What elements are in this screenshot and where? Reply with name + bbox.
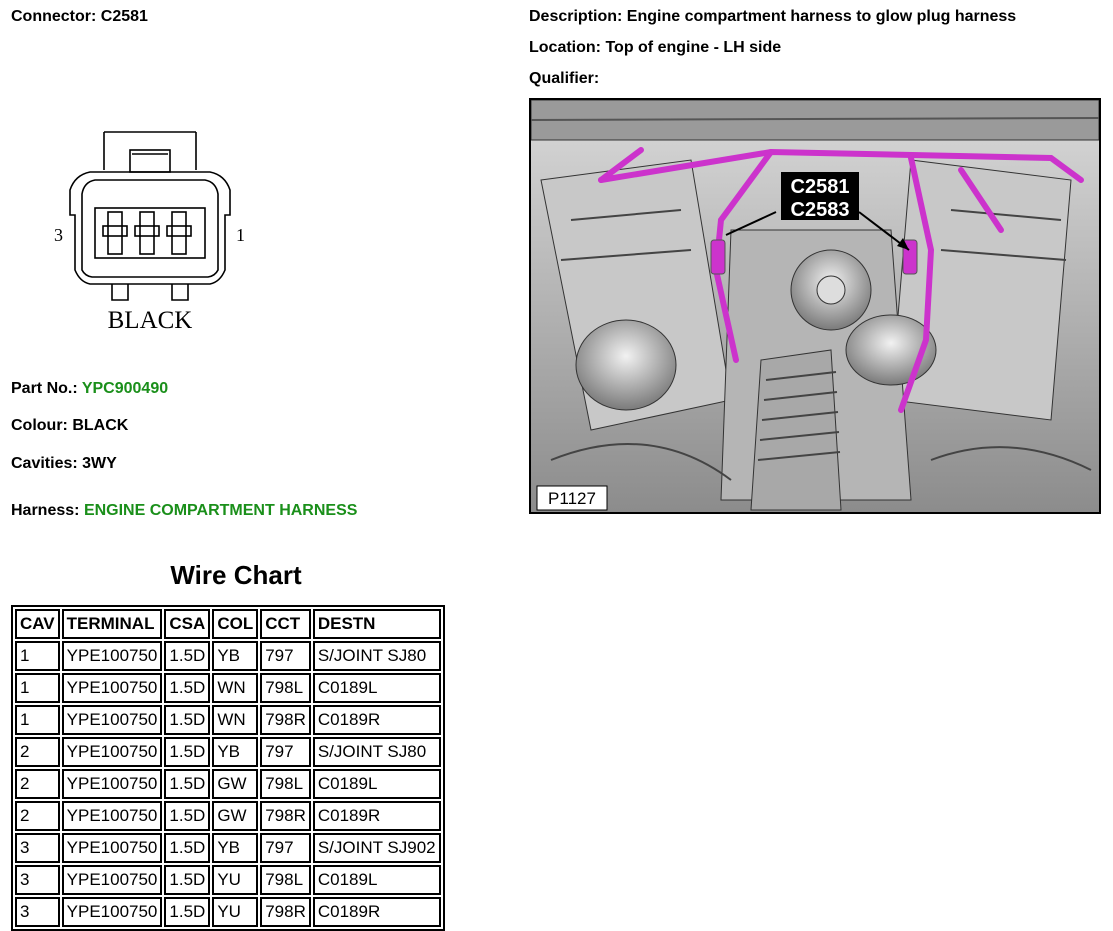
harness-line	[11, 502, 357, 520]
table-cell-cav: 1	[15, 705, 60, 735]
part-number-line	[11, 380, 168, 398]
part-number-label: Part No.:	[11, 380, 78, 397]
table-cell-destn: S/JOINT SJ902	[313, 833, 441, 863]
location-value: Top of engine - LH side	[605, 39, 782, 56]
table-cell-cav: 1	[15, 641, 60, 671]
table-cell-col: GW	[212, 769, 258, 799]
table-cell-destn: C0189L	[313, 673, 441, 703]
table-row	[15, 801, 441, 831]
description-value: Engine compartment harness to glow plug harness	[626, 8, 1017, 25]
table-cell-cav: 3	[15, 833, 60, 863]
qualifier-line	[529, 70, 599, 88]
part-number-value: YPC900490	[81, 380, 169, 397]
engine-location-image	[529, 98, 1101, 514]
table-cell-destn: C0189L	[313, 865, 441, 895]
table-cell-cct: 798R	[260, 897, 311, 927]
table-row	[15, 897, 441, 927]
table-cell-col: WN	[212, 673, 258, 703]
table-row	[15, 833, 441, 863]
table-row	[15, 705, 441, 735]
table-cell-cct: 798R	[260, 705, 311, 735]
wire-chart-title: Wire Chart	[170, 560, 302, 590]
pin-1-label: 1	[236, 225, 245, 245]
table-cell-cct: 798L	[260, 865, 311, 895]
table-cell-cav: 1	[15, 673, 60, 703]
harness-label: Harness:	[11, 502, 80, 519]
column-header-cct: CCT	[260, 609, 311, 639]
pin-3-label: 3	[54, 225, 63, 245]
location-line	[529, 39, 781, 57]
colour-value: BLACK	[72, 417, 129, 434]
table-row	[15, 737, 441, 767]
cavities-line	[11, 455, 117, 473]
qualifier-label: Qualifier:	[529, 70, 600, 87]
table-header-row	[15, 609, 441, 639]
column-header-col: COL	[212, 609, 258, 639]
table-cell-col: YB	[212, 833, 258, 863]
table-cell-cav: 3	[15, 865, 60, 895]
diagram-colour-label: BLACK	[107, 307, 193, 334]
table-cell-destn: C0189R	[313, 705, 441, 735]
table-cell-terminal: YPE100750	[62, 705, 163, 735]
connector-face-diagram	[40, 120, 270, 340]
description-line	[529, 8, 1016, 26]
cavities-value: 3WY	[82, 455, 117, 472]
column-header-terminal: TERMINAL	[62, 609, 163, 639]
table-cell-csa: 1.5D	[164, 865, 210, 895]
wire-chart-table	[11, 605, 445, 931]
table-cell-csa: 1.5D	[164, 737, 210, 767]
table-cell-terminal: YPE100750	[62, 865, 163, 895]
table-cell-terminal: YPE100750	[62, 641, 163, 671]
table-cell-cav: 2	[15, 769, 60, 799]
table-cell-terminal: YPE100750	[62, 801, 163, 831]
table-cell-destn: C0189R	[313, 897, 441, 927]
description-label: Description:	[529, 8, 623, 25]
table-cell-csa: 1.5D	[164, 641, 210, 671]
table-row	[15, 769, 441, 799]
table-row	[15, 673, 441, 703]
column-header-csa: CSA	[164, 609, 210, 639]
table-cell-terminal: YPE100750	[62, 833, 163, 863]
image-reference: P1127	[548, 489, 596, 508]
table-cell-cct: 797	[260, 737, 311, 767]
table-cell-terminal: YPE100750	[62, 673, 163, 703]
table-cell-csa: 1.5D	[164, 801, 210, 831]
table-cell-destn: S/JOINT SJ80	[313, 641, 441, 671]
table-cell-cct: 797	[260, 833, 311, 863]
connector-label: Connector:	[11, 8, 97, 25]
table-cell-csa: 1.5D	[164, 705, 210, 735]
table-cell-csa: 1.5D	[164, 673, 210, 703]
table-row	[15, 641, 441, 671]
engine-illustration	[531, 100, 1099, 512]
table-cell-col: GW	[212, 801, 258, 831]
table-cell-destn: C0189R	[313, 801, 441, 831]
table-cell-col: YB	[212, 641, 258, 671]
table-cell-terminal: YPE100750	[62, 769, 163, 799]
table-cell-col: WN	[212, 705, 258, 735]
table-cell-cav: 2	[15, 737, 60, 767]
table-cell-cct: 798R	[260, 801, 311, 831]
colour-label: Colour:	[11, 417, 68, 434]
callout-c2583: C2583	[790, 199, 850, 221]
table-cell-cav: 2	[15, 801, 60, 831]
table-cell-cct: 798L	[260, 673, 311, 703]
table-cell-terminal: YPE100750	[62, 737, 163, 767]
table-cell-terminal: YPE100750	[62, 897, 163, 927]
colour-line	[11, 417, 128, 435]
harness-value: ENGINE COMPARTMENT HARNESS	[83, 502, 358, 519]
column-header-destn: DESTN	[313, 609, 441, 639]
location-label: Location:	[529, 39, 601, 56]
table-cell-csa: 1.5D	[164, 897, 210, 927]
connector-line	[11, 8, 148, 26]
table-cell-cct: 798L	[260, 769, 311, 799]
table-cell-col: YU	[212, 897, 258, 927]
connector-value: C2581	[100, 8, 148, 25]
column-header-cav: CAV	[15, 609, 60, 639]
cavities-label: Cavities:	[11, 455, 78, 472]
table-cell-csa: 1.5D	[164, 833, 210, 863]
table-cell-col: YB	[212, 737, 258, 767]
table-cell-cct: 797	[260, 641, 311, 671]
table-cell-destn: C0189L	[313, 769, 441, 799]
table-cell-destn: S/JOINT SJ80	[313, 737, 441, 767]
callout-c2581: C2581	[790, 176, 850, 198]
table-cell-col: YU	[212, 865, 258, 895]
table-row	[15, 865, 441, 895]
table-cell-cav: 3	[15, 897, 60, 927]
table-cell-csa: 1.5D	[164, 769, 210, 799]
